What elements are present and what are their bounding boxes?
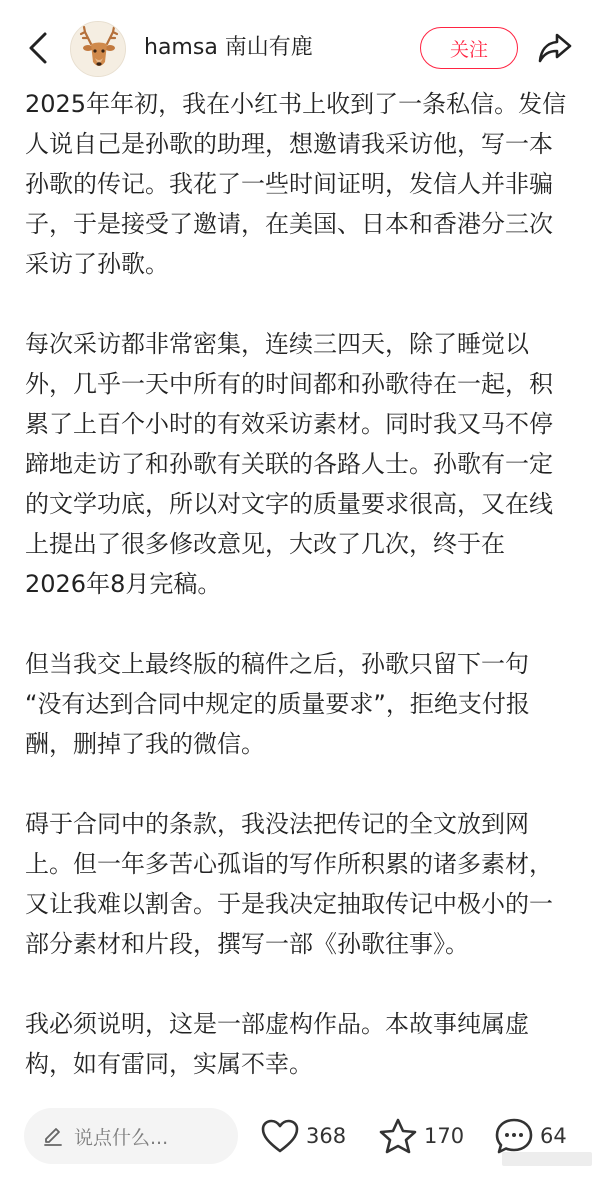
avatar[interactable] <box>70 21 126 77</box>
text-line: 构，如有雷同，实属不幸。 <box>25 1050 313 1078</box>
text-line: 又让我难以割舍。于是我决定抽取传记中极小的一 <box>25 890 553 918</box>
paragraph-4 <box>25 804 585 964</box>
text-line: 累了上百个小时的有效采访素材。同时我又马不停 <box>25 410 553 438</box>
comment-bubble-icon <box>494 1117 534 1155</box>
text-line: 2026年8月完稿。 <box>25 570 222 598</box>
paragraph-5 <box>25 1004 585 1084</box>
text-line: 酬，删掉了我的微信。 <box>25 730 265 758</box>
text-line: 上提出了很多修改意见，大改了几次，终于在 <box>25 530 505 558</box>
like-count: 368 <box>306 1124 347 1148</box>
text-line: 人说自己是孙歌的助理，想邀请我采访他，写一本 <box>25 130 553 158</box>
paragraph-1 <box>25 84 585 284</box>
paragraph-2 <box>25 324 585 604</box>
back-button[interactable] <box>18 28 58 68</box>
text-line: 2025年年初，我在小红书上收到了一条私信。发信 <box>25 90 567 118</box>
text-line: 上。但一年多苦心孤诣的写作所积累的诸多素材， <box>25 850 553 878</box>
comment-count: 64 <box>540 1124 567 1148</box>
text-line: “没有达到合同中规定的质量要求”，拒绝支付报 <box>25 690 530 718</box>
watermark <box>502 1152 592 1166</box>
note-header <box>0 0 600 96</box>
text-line: 外，几乎一天中所有的时间都和孙歌待在一起，积 <box>25 370 553 398</box>
collect-count: 170 <box>424 1124 465 1148</box>
paragraph-3 <box>25 644 585 764</box>
chevron-left-icon <box>26 31 50 65</box>
star-icon <box>378 1117 418 1155</box>
text-line: 我必须说明，这是一部虚构作品。本故事纯属虚 <box>25 1010 529 1038</box>
like-button[interactable] <box>260 1112 346 1160</box>
collect-button[interactable] <box>378 1112 464 1160</box>
note-body <box>25 84 585 1124</box>
engagement-bar <box>0 1102 600 1172</box>
text-line: 孙歌的传记。我花了一些时间证明，发信人并非骗 <box>25 170 553 198</box>
deer-avatar-icon <box>71 22 126 77</box>
text-line: 蹄地走访了和孙歌有关联的各路人士。孙歌有一定 <box>25 450 553 478</box>
author-name[interactable]: hamsa 南山有鹿 <box>144 35 313 60</box>
comment-input[interactable] <box>24 1108 238 1164</box>
comment-placeholder: 说点什么... <box>74 1126 169 1149</box>
share-button[interactable] <box>534 27 576 69</box>
text-line: 子，于是接受了邀请，在美国、日本和香港分三次 <box>25 210 553 238</box>
text-line: 采访了孙歌。 <box>25 250 169 278</box>
pen-icon <box>42 1125 64 1147</box>
heart-icon <box>260 1118 300 1154</box>
text-line: 的文学功底，所以对文字的质量要求很高，又在线 <box>25 490 553 518</box>
follow-button[interactable]: 关注 <box>420 27 518 69</box>
text-line: 碍于合同中的条款，我没法把传记的全文放到网 <box>25 810 529 838</box>
text-line: 但当我交上最终版的稿件之后，孙歌只留下一句 <box>25 650 529 678</box>
text-line: 部分素材和片段，撰写一部《孙歌往事》。 <box>25 930 469 958</box>
text-line: 每次采访都非常密集，连续三四天，除了睡觉以 <box>25 330 529 358</box>
share-icon <box>537 32 573 64</box>
